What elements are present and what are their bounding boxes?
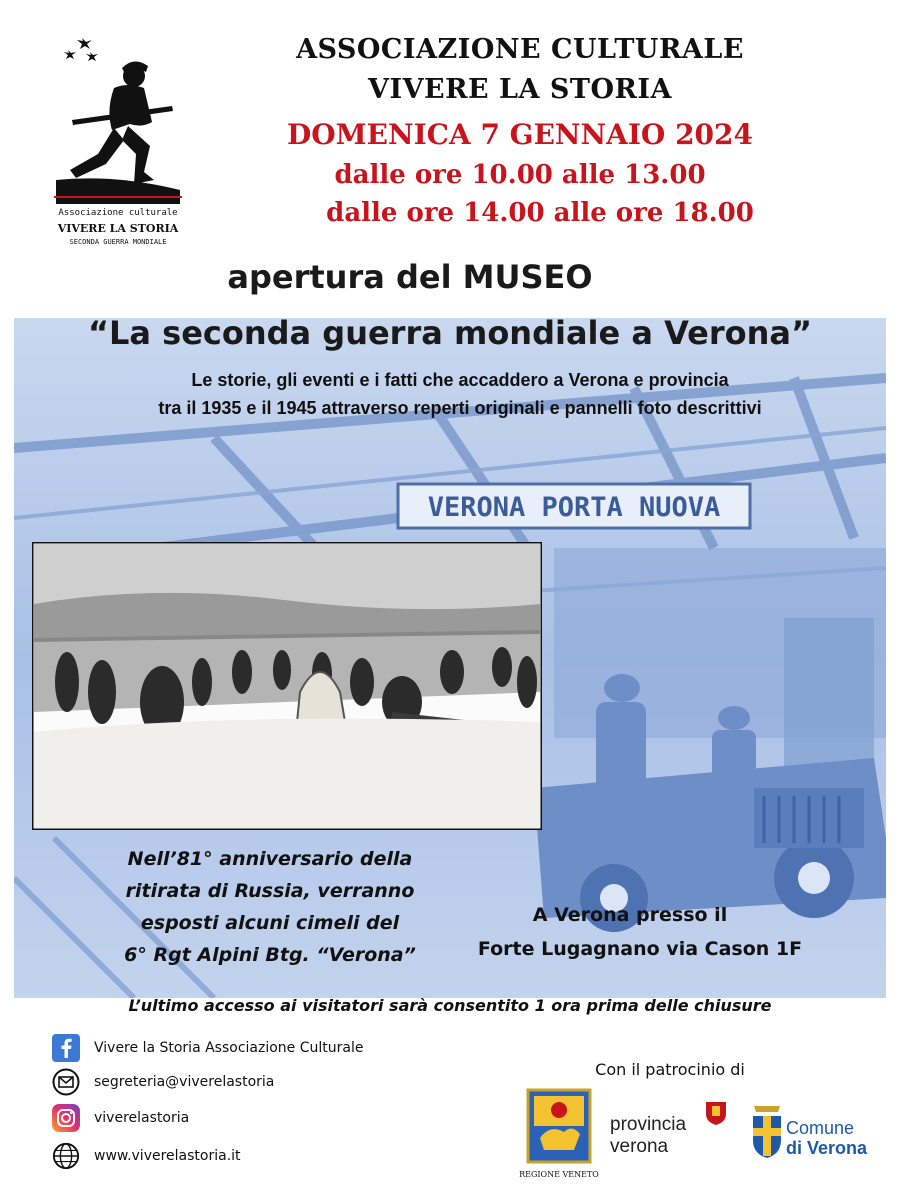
email-address[interactable]: segreteria@viverelastoria bbox=[94, 1074, 275, 1090]
logo-caption-line3: SECONDA GUERRA MONDIALE bbox=[69, 238, 167, 246]
museum-opening-heading: apertura del MUSEO bbox=[227, 258, 593, 296]
comune-label-line2: di Verona bbox=[786, 1138, 868, 1158]
russia-retreat-photo bbox=[32, 542, 542, 830]
anniversary-line4: 6° Rgt Alpini Btg. “Verona” bbox=[124, 944, 416, 966]
last-entry-notice: L’ultimo accesso ai visitatori sarà consentito 1 ora prima delle chiusure bbox=[128, 996, 772, 1015]
instagram-contact[interactable] bbox=[52, 1102, 189, 1134]
description-line1: Le storie, gli eventi e i fatti che accaddero a Verona e provincia bbox=[191, 370, 729, 390]
opening-hours-afternoon: dalle ore 14.00 alle ore 18.00 bbox=[326, 198, 754, 228]
comune-label-line1: Comune bbox=[786, 1118, 855, 1138]
logo-caption-line1: Associazione culturale bbox=[58, 208, 178, 218]
anniversary-line2: ritirata di Russia, verranno bbox=[125, 880, 415, 902]
website-contact[interactable] bbox=[52, 1140, 241, 1172]
instagram-icon bbox=[52, 1104, 80, 1132]
provincia-verona-crest bbox=[704, 1100, 728, 1126]
facebook-page-name[interactable]: Vivere la Storia Associazione Culturale bbox=[94, 1040, 364, 1056]
venue-line2: Forte Lugagnano via Cason 1F bbox=[477, 938, 803, 960]
comune-verona-crest bbox=[750, 1102, 784, 1160]
website-url[interactable]: www.viverelastoria.it bbox=[94, 1148, 241, 1164]
venue-line1: A Verona presso il bbox=[532, 904, 728, 926]
patronage-label: Con il patrocinio di bbox=[595, 1060, 745, 1079]
regione-veneto-crest bbox=[526, 1088, 592, 1168]
event-date: DOMENICA 7 GENNAIO 2024 bbox=[286, 118, 754, 151]
facebook-icon bbox=[52, 1034, 80, 1062]
anniversary-line3: esposti alcuni cimeli del bbox=[140, 912, 400, 934]
email-contact[interactable] bbox=[52, 1066, 274, 1098]
provincia-label-line2: verona bbox=[610, 1136, 669, 1157]
museum-title: “La seconda guerra mondiale a Verona” bbox=[88, 314, 812, 352]
org-name-line2: VIVERE LA STORIA bbox=[368, 74, 672, 105]
station-sign-text: VERONA PORTA NUOVA bbox=[427, 492, 721, 523]
anniversary-line1: Nell’81° anniversario della bbox=[127, 848, 413, 870]
org-name-line1: ASSOCIAZIONE CULTURALE bbox=[296, 34, 744, 65]
logo-caption-line2: VIVERE LA STORIA bbox=[57, 222, 179, 235]
email-icon bbox=[52, 1068, 80, 1096]
facebook-contact[interactable] bbox=[52, 1032, 363, 1064]
instagram-handle[interactable]: viverelastoria bbox=[94, 1110, 190, 1126]
description-line2: tra il 1935 e il 1945 attraverso reperti originali e pannelli foto descrittivi bbox=[158, 398, 762, 418]
association-logo-soldier bbox=[52, 30, 184, 210]
opening-hours-morning: dalle ore 10.00 alle 13.00 bbox=[334, 160, 706, 190]
provincia-label-line1: provincia bbox=[610, 1114, 687, 1135]
globe-icon bbox=[52, 1142, 80, 1170]
regione-veneto-label: REGIONE VENETO bbox=[519, 1170, 599, 1179]
